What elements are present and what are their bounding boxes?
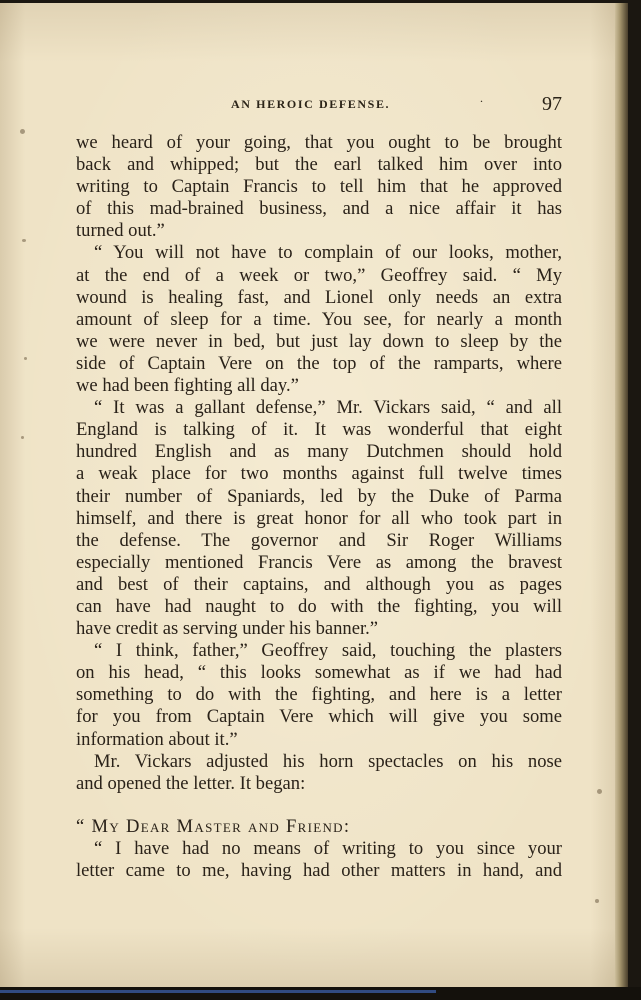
running-head-separator: . bbox=[480, 91, 483, 105]
page-number: 97 bbox=[542, 93, 562, 115]
paper-speck bbox=[21, 436, 24, 439]
text-line: back and whipped; but the earl talked him over into bbox=[76, 154, 562, 176]
text-line: something to do with the fighting, and here is a letter bbox=[76, 684, 562, 706]
text-line: hundred English and as many Dutchmen should hold bbox=[76, 441, 562, 463]
text-line: the defense. The governor and Sir Roger Williams bbox=[76, 529, 562, 551]
body-text bbox=[76, 132, 562, 882]
text-line: we had been fighting all day.” bbox=[76, 375, 299, 397]
text-line: information about it.” bbox=[76, 728, 238, 750]
section-gap bbox=[76, 795, 562, 816]
text-line: England is talking of it. It was wonderful that eight bbox=[76, 419, 562, 441]
text-line: at the end of a week or two,” Geoffrey said. “ My bbox=[76, 264, 562, 286]
paper-speck bbox=[595, 899, 599, 903]
book-page bbox=[0, 3, 628, 987]
scan-bottom-edge bbox=[0, 987, 641, 1000]
text-line: especially mentioned Francis Vere as among the bravest bbox=[76, 551, 562, 573]
letter-salutation: “ My Dear Master and Friend: bbox=[76, 815, 351, 837]
text-line: turned out.” bbox=[76, 220, 165, 242]
text-line: amount of sleep for a time. You see, for nearly a month bbox=[76, 308, 562, 330]
text-line: a weak place for two months against full twelve times bbox=[76, 463, 562, 485]
text-line: have credit as serving under his banner.” bbox=[76, 618, 379, 640]
text-line: on his head, “ this looks somewhat as if we had had bbox=[76, 662, 562, 684]
running-head bbox=[75, 93, 565, 117]
text-line: can have had naught to do with the fighting, you will bbox=[76, 595, 562, 617]
running-head-title: AN HEROIC DEFENSE. bbox=[231, 97, 391, 111]
text-line: and best of their captains, and although you as pages bbox=[76, 573, 562, 595]
paper-speck bbox=[597, 789, 602, 794]
paper-speck bbox=[22, 239, 26, 242]
text-line: for you from Captain Vere which will give you some bbox=[76, 706, 562, 728]
page-edge bbox=[615, 3, 628, 987]
text-line: Mr. Vickars adjusted his horn spectacles on his nose bbox=[94, 750, 562, 772]
text-line: of this mad-brained business, and a nice affair it has bbox=[76, 198, 562, 220]
scan-color-strip bbox=[0, 990, 436, 993]
paper-speck bbox=[20, 129, 25, 134]
letter-line: “ I have had no means of writing to you since your bbox=[94, 837, 562, 859]
text-line: “ I think, father,” Geoffrey said, touching the plasters bbox=[94, 640, 562, 662]
text-line: their number of Spaniards, led by the Duke of Parma bbox=[76, 485, 562, 507]
text-line: writing to Captain Francis to tell him that he approved bbox=[76, 176, 562, 198]
text-line: we were never in bed, but just lay down to sleep by the bbox=[76, 330, 562, 352]
paper-speck bbox=[24, 357, 27, 360]
text-line: side of Captain Vere on the top of the ramparts, where bbox=[76, 352, 562, 374]
text-line: “ You will not have to complain of our looks, mother, bbox=[94, 242, 562, 264]
text-line: himself, and there is great honor for all who took part in bbox=[76, 507, 562, 529]
text-line: and opened the letter. It began: bbox=[76, 772, 306, 794]
letter-line: letter came to me, having had other matters in hand, and bbox=[76, 860, 562, 881]
text-line: “ It was a gallant defense,” Mr. Vickars said, “ and all bbox=[94, 397, 562, 419]
text-line: we heard of your going, that you ought to be brought bbox=[76, 132, 562, 153]
text-line: wound is healing fast, and Lionel only needs an extra bbox=[76, 286, 562, 308]
